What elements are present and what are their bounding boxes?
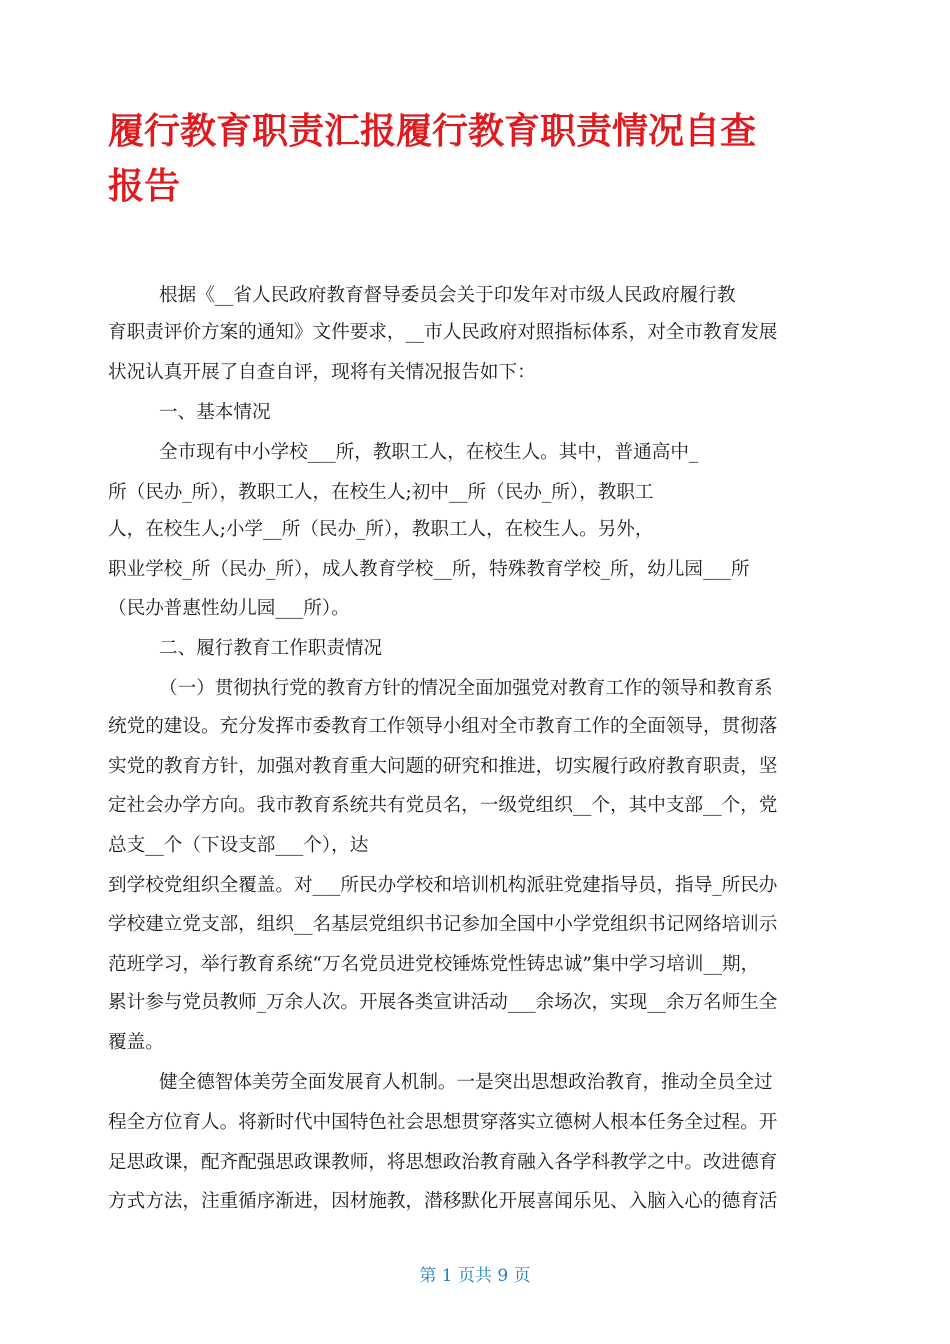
paragraph-line: （民办普惠性幼儿园___所）。 [108, 598, 350, 619]
paragraph-line: 实党的教育方针，加强对教育重大问题的研究和推进，切实履行政府教育职责，坚 [108, 756, 778, 777]
paragraph-line: 足思政课，配齐配强思政课教师，将思想政治教育融入各学科教学之中。改进德育 [108, 1152, 778, 1173]
paragraph-line: 统党的建设。充分发挥市委教育工作领导小组对全市教育工作的全面领导，贯彻落 [108, 716, 778, 737]
paragraph-line: 育职责评价方案的通知》文件要求，__市人民政府对照指标体系，对全市教育发展 [108, 322, 778, 343]
paragraph-line: 职业学校_所（民办_所），成人教育学校__所，特殊教育学校_所，幼儿园___所 [108, 559, 750, 580]
paragraph-line: 全市现有中小学校___所，教职工人，在校生人。其中，普通高中_ [159, 442, 699, 463]
paragraph-line: 所（民办_所），教职工人，在校生人;初中__所（民办_所），教职工 [108, 482, 654, 503]
title-line: 履行教育职责汇报履行教育职责情况自查 [108, 111, 757, 152]
paragraph-line: 状况认真开展了自查自评，现将有关情况报告如下： [108, 362, 536, 383]
document-title [108, 104, 850, 214]
section-heading: 一、基本情况 [159, 402, 271, 423]
paragraph-line: 根据《__省人民政府教育督导委员会关于印发年对市级人民政府履行教 [159, 285, 736, 306]
paragraph-line: 方式方法，注重循序渐进，因材施教，潜移默化开展喜闻乐见、入脑入心的德育活 [108, 1191, 778, 1212]
paragraph-line: 覆盖。 [108, 1032, 164, 1053]
paragraph-line: 总支__个（下设支部___个），达 [108, 835, 369, 856]
title-line: 报告 [108, 166, 181, 207]
paragraph-line: 程全方位育人。将新时代中国特色社会思想贯穿落实立德树人根本任务全过程。开 [108, 1112, 778, 1133]
paragraph-line: 定社会办学方向。我市教育系统共有党员名，一级党组织__个，其中支部__个，党 [108, 795, 778, 816]
paragraph-line: 健全德智体美劳全面发展育人机制。一是突出思想政治教育，推动全员全过 [159, 1072, 773, 1093]
page-number-footer: 第 1 页共 9 页 [419, 1266, 531, 1286]
section-heading: 二、履行教育工作职责情况 [159, 638, 383, 659]
paragraph-line: 累计参与党员教师_万余人次。开展各类宣讲活动___余场次，实现__余万名师生全 [108, 992, 778, 1013]
paragraph-line: 到学校党组织全覆盖。对___所民办学校和培训机构派驻党建指导员，指导_所民办 [108, 875, 778, 896]
paragraph-line: 人，在校生人;小学__所（民办_所），教职工人，在校生人。另外， [108, 519, 654, 540]
paragraph-line: 范班学习，举行教育系统“万名党员进党校锤炼党性铸忠诚”集中学习培训__期， [108, 954, 760, 975]
paragraph-line: 学校建立党支部，组织__名基层党组织书记参加全国中小学党组织书记网络培训示 [108, 914, 778, 935]
paragraph-line: （一）贯彻执行党的教育方针的情况全面加强党对教育工作的领导和教育系 [159, 678, 773, 699]
